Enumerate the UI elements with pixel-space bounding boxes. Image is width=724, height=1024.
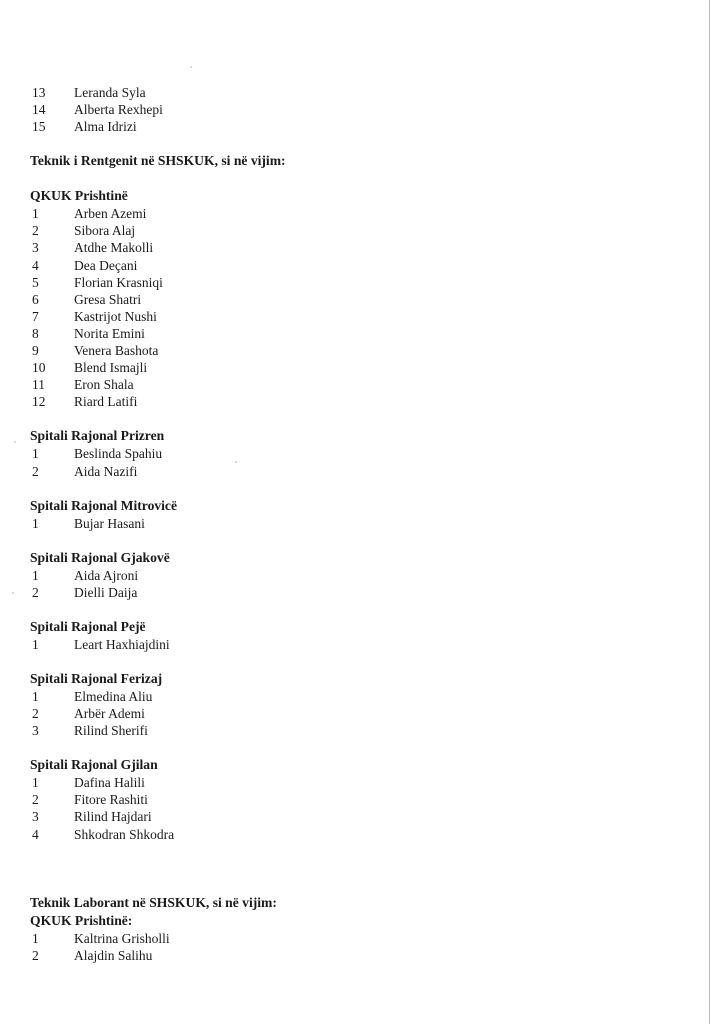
group-list-mitrovice [30, 515, 690, 532]
list-item: 1 Elmedina Aliu [32, 688, 153, 704]
section-title-laborant: Teknik Laborant në SHSKUK, si në vijim: [30, 894, 277, 910]
list-item: 1 Aida Ajroni [32, 567, 139, 583]
group-list-peje [30, 636, 690, 653]
list-item: 1 Bujar Hasani [32, 515, 145, 531]
group-heading-mitrovice: Spitali Rajonal Mitrovicë [30, 497, 178, 513]
list-item: 13 Leranda Syla [32, 85, 146, 100]
group-list-gjilan [30, 774, 690, 842]
list-item: 2 Arbër Ademi [32, 706, 145, 722]
group-heading-gjilan: Spitali Rajonal Gjilan [30, 757, 158, 773]
list-item: 3 Rilind Hajdari [32, 809, 152, 825]
group-heading-gjakove: Spitali Rajonal Gjakovë [30, 549, 170, 565]
list-item: 2 Alajdin Salihu [32, 947, 153, 963]
list-item: 2 Aida Nazifi [32, 463, 138, 479]
list-item: 2 Sibora Alaj [32, 223, 136, 239]
scan-speck [14, 441, 16, 443]
group-heading-laborant-qkuk: QKUK Prishtinë: [30, 912, 133, 928]
group-heading-prizren: Spitali Rajonal Prizren [30, 428, 165, 444]
continued-list [30, 84, 690, 135]
list-item: 1 Kaltrina Grisholli [32, 930, 170, 946]
list-item: 15 Alma Idrizi [32, 119, 137, 135]
document-content [30, 84, 690, 964]
list-item: 5 Florian Krasniqi [32, 274, 163, 290]
list-item: 4 Shkodran Shkodra [32, 826, 175, 842]
scan-edge-line [709, 0, 710, 1024]
list-item: 9 Venera Bashota [32, 343, 159, 359]
list-item: 1 Leart Haxhiajdini [32, 636, 170, 652]
list-item: 3 Atdhe Makolli [32, 240, 154, 256]
group-list-gjakove [30, 567, 690, 601]
list-item: 3 Rilind Sherifi [32, 723, 148, 739]
scan-speck [190, 66, 192, 68]
list-item: 11 Eron Shala [32, 377, 134, 393]
list-item: 4 Dea Deçani [32, 257, 138, 273]
list-item: 6 Gresa Shatri [32, 291, 142, 307]
list-item: 2 Dielli Daija [32, 584, 138, 600]
list-item: 2 Fitore Rashiti [32, 792, 148, 808]
list-item: 1 Arben Azemi [32, 206, 147, 222]
list-item: 12 Riard Latifi [32, 394, 138, 410]
list-item: 1 Beslinda Spahiu [32, 446, 163, 462]
list-item: 14 Alberta Rexhepi [32, 102, 163, 118]
group-heading-qkuk: QKUK Prishtinë [30, 188, 128, 204]
list-item: 8 Norita Emini [32, 325, 145, 341]
group-list-ferizaj [30, 688, 690, 739]
group-list-qkuk [30, 205, 690, 410]
list-item: 1 Dafina Halili [32, 775, 145, 791]
scan-speck [12, 592, 14, 594]
list-item: 7 Kastrijot Nushi [32, 308, 157, 324]
section-title-rentgen: Teknik i Rentgenit në SHSKUK, si në vijim: [30, 153, 286, 169]
group-heading-ferizaj: Spitali Rajonal Ferizaj [30, 670, 163, 686]
group-list-prizren [30, 445, 690, 479]
list-item: 10 Blend Ismajli [32, 360, 148, 376]
group-heading-peje: Spitali Rajonal Pejë [30, 618, 146, 634]
group-list-laborant [30, 930, 690, 964]
